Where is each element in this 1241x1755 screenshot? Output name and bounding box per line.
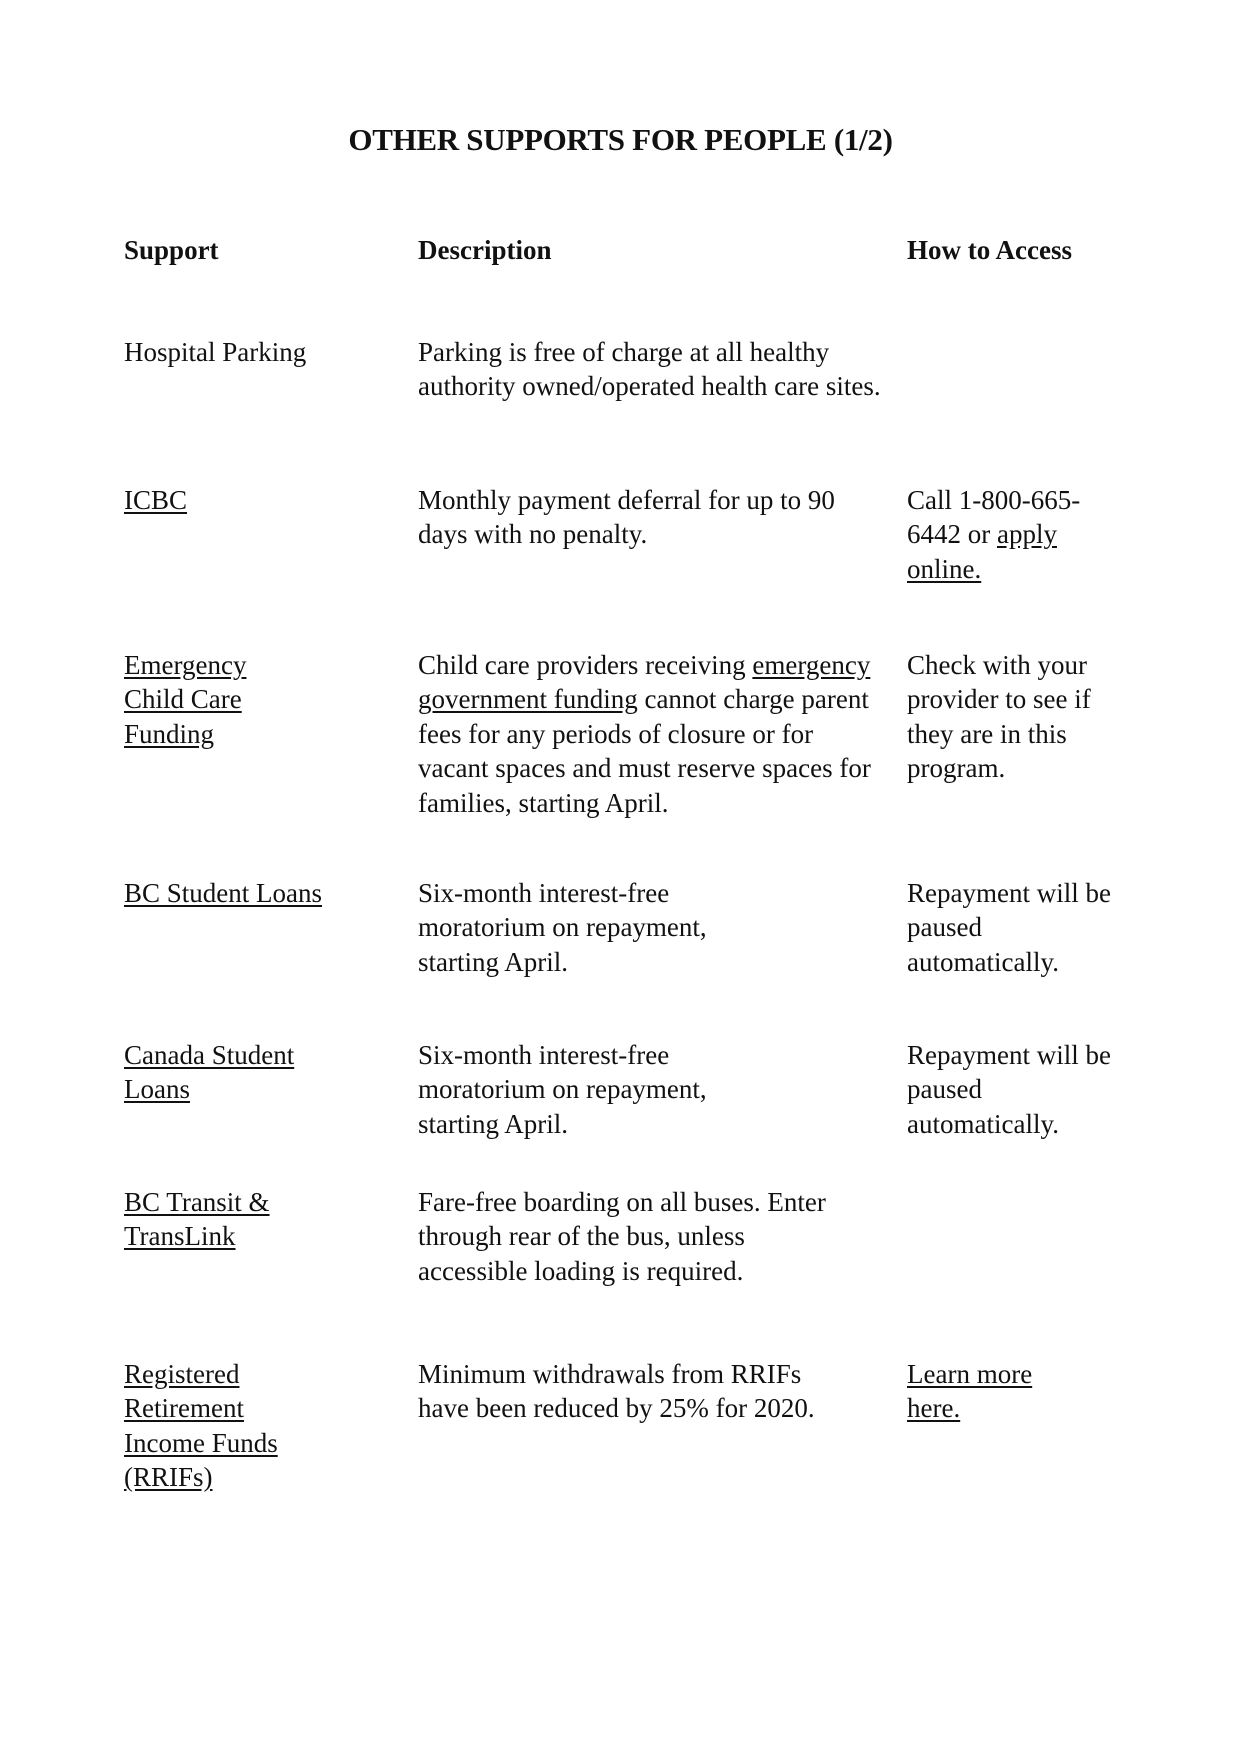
apply-online-link[interactable]: apply online.: [907, 519, 1057, 584]
description-bc-transit: Fare-free boarding on all buses. Enter through rear of the bus, unless accessible loading is required.: [418, 1187, 826, 1286]
support-bc-transit: [124, 1185, 314, 1254]
column-header-description: Description: [418, 235, 552, 265]
description-text: cannot charge parent fees for any periods of closure or for vacant spaces and must reserve spaces for families, starting April.: [418, 684, 871, 818]
description-icbc: Monthly payment deferral for up to 90 days with no penalty.: [418, 485, 835, 550]
description-rrifs: Minimum withdrawals from RRIFs have been reduced by 25% for 2020.: [418, 1359, 815, 1424]
learn-more-link[interactable]: Learn more here.: [907, 1359, 1033, 1424]
description-text: Child care providers receiving: [418, 650, 753, 680]
column-header-access: How to Access: [907, 235, 1072, 265]
access-emergency-child-care: Check with your provider to see if they are in this program.: [907, 650, 1091, 784]
support-hospital-parking: Hospital Parking: [124, 337, 307, 367]
access-rrifs: [907, 1357, 1077, 1426]
page-title: OTHER SUPPORTS FOR PEOPLE (1/2): [348, 122, 893, 157]
access-icbc: [907, 483, 1132, 586]
support-link-bc-student-loans[interactable]: BC Student Loans: [124, 878, 323, 908]
support-link-canada-student-loans[interactable]: Canada Student Loans: [124, 1040, 295, 1105]
description-bc-student-loans: Six-month interest-free moratorium on repayment, starting April.: [418, 878, 707, 977]
emergency-government-funding-link[interactable]: emergency government funding: [418, 650, 871, 715]
column-header-support: Support: [124, 235, 219, 265]
support-emergency-child-care: [124, 648, 294, 751]
support-link-emergency-child-care-funding[interactable]: Emergency Child Care Funding: [124, 650, 247, 749]
support-link-bc-transit-translink[interactable]: BC Transit & TransLink: [124, 1187, 270, 1252]
access-canada-student-loans: Repayment will be paused automatically.: [907, 1040, 1111, 1139]
description-canada-student-loans: Six-month interest-free moratorium on repayment, starting April.: [418, 1040, 707, 1139]
description-hospital-parking: Parking is free of charge at all healthy authority owned/operated health care sites.: [418, 337, 881, 402]
support-link-rrifs[interactable]: Registered Retirement Income Funds (RRIFs): [124, 1359, 278, 1493]
support-rrifs: [124, 1357, 324, 1495]
access-bc-student-loans: Repayment will be paused automatically.: [907, 878, 1111, 977]
description-emergency-child-care: [418, 648, 888, 820]
access-icbc-text: Call 1-800-665-6442 or: [907, 485, 1081, 550]
support-canada-student-loans: [124, 1038, 344, 1107]
support-link-icbc[interactable]: ICBC: [124, 485, 188, 515]
